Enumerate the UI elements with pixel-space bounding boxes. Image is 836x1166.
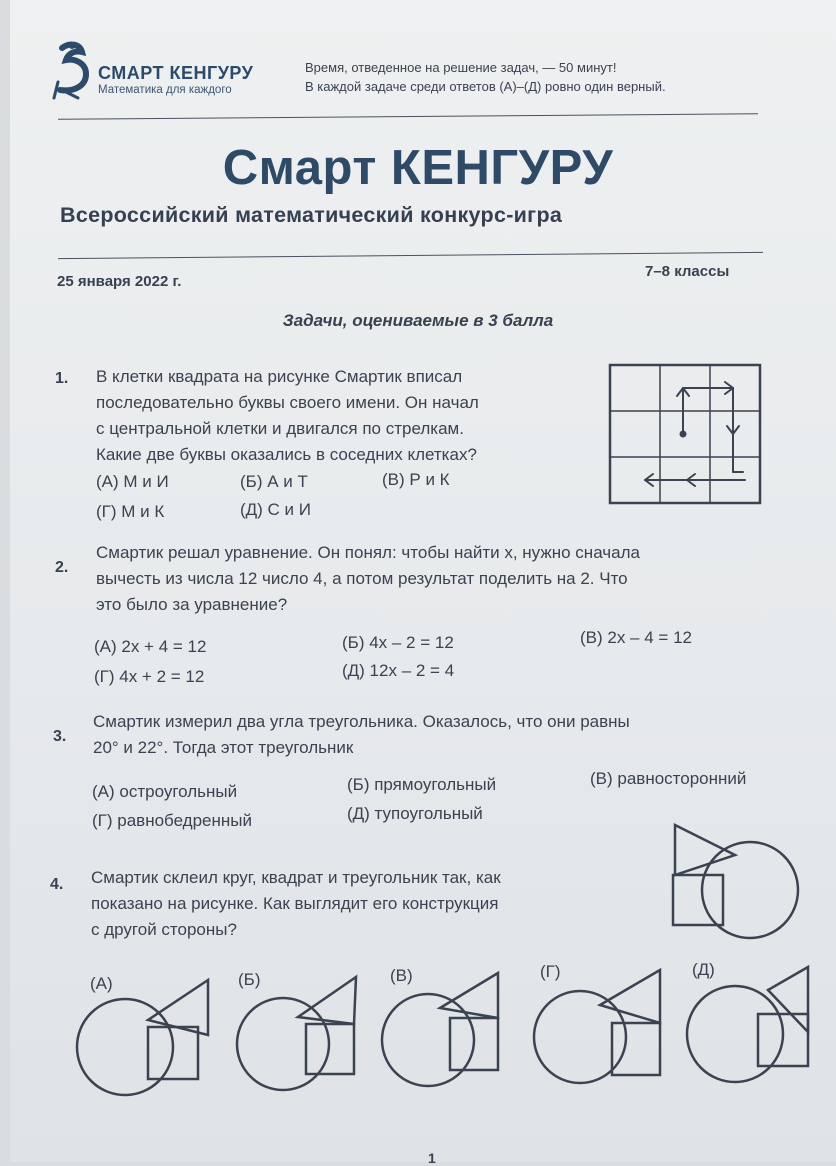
question-2-line: вычесть из числа 12 число 4, а потом результат поделить на 2. Что [96,569,628,588]
page-number: 1 [428,1150,436,1166]
question-1-option-c: (В) Р и К [382,470,450,489]
question-1-grid-figure [605,360,765,508]
question-2-option-e: (Д) 12x – 2 = 4 [342,661,455,680]
exam-date: 25 января 2022 г. [57,273,182,290]
question-3-number: 3. [53,728,67,745]
question-4-answer-b-figure [228,972,368,1102]
answer-note: В каждой задаче среди ответов (А)–(Д) ровно один верный. [305,79,666,94]
question-1-line: Какие две буквы оказались в соседних клетках? [96,445,477,464]
question-2-option-a: (А) 2x + 4 = 12 [94,637,207,656]
logo-name: СМАРТ КЕНГУРУ [98,63,254,83]
question-3-line: 20° и 22°. Тогда этот треугольник [93,738,354,757]
logo-subtitle: Математика для каждого [98,84,232,96]
question-1-line: В клетки квадрата на рисунке Смартик вписал [96,367,463,386]
question-4-text [91,865,501,943]
question-2-option-b: (Б) 4x – 2 = 12 [342,633,454,652]
question-2-line: Смартик решал уравнение. Он понял: чтобы найти x, нужно сначала [96,543,640,562]
question-4-number: 4. [50,876,64,893]
question-2-option-d: (Г) 4x + 2 = 12 [94,667,205,686]
question-4-answer-d-figure [530,965,670,1095]
question-1-option-e: (Д) С и И [240,500,311,519]
question-4-option-d: (Г) [540,962,561,981]
question-4-option-c: (В) [390,966,413,985]
question-3-option-c: (В) равносторонний [590,769,747,788]
page-subtitle: Всероссийский математический конкурс-игра [60,203,563,227]
question-1-option-a: (А) М и И [96,472,169,491]
question-3-option-b: (Б) прямоугольный [347,775,497,794]
question-4-answer-c-figure [378,968,518,1098]
section-heading: Задачи, оцениваемые в 3 балла [282,311,554,330]
question-1-text [96,364,479,468]
question-3-option-d: (Г) равнобедренный [92,811,252,830]
question-3-text [93,709,630,761]
time-note: Время, отведенное на решение задач, — 50 минут! [305,60,617,75]
question-3-option-a: (А) остроугольный [92,782,238,801]
question-2-text [96,540,640,618]
question-1-line: с центральной клетки и двигался по стрелкам. [96,419,464,438]
grade-level: 7–8 классы [645,263,730,280]
question-2-number: 2. [55,559,69,576]
question-4-construction-figure [665,820,805,950]
page-title: Смарт КЕНГУРУ [222,141,614,195]
question-1-option-d: (Г) М и К [96,502,165,521]
question-4-option-e: (Д) [692,960,715,979]
question-4-line: показано на рисунке. Как выглядит его конструкция [91,894,499,913]
question-2-option-c: (В) 2x – 4 = 12 [580,628,692,647]
question-1-option-b: (Б) А и Т [240,472,308,491]
question-4-answer-e-figure [680,962,830,1092]
question-1-number: 1. [55,370,69,387]
question-1-line: последовательно буквы своего имени. Он начал [96,393,479,412]
question-3-option-e: (Д) тупоугольный [347,804,483,823]
question-4-line: Смартик склеил круг, квадрат и треугольник так, как [91,868,501,887]
question-3-line: Смартик измерил два угла треугольника. Оказалось, что они равны [93,712,630,731]
question-4-line: с другой стороны? [91,920,237,939]
question-2-line: это было за уравнение? [96,595,288,614]
question-4-option-b: (Б) [238,970,261,989]
kangaroo-logo-icon [52,40,96,102]
question-4-answer-a-figure [70,975,210,1105]
question-4-option-a: (А) [90,974,113,993]
